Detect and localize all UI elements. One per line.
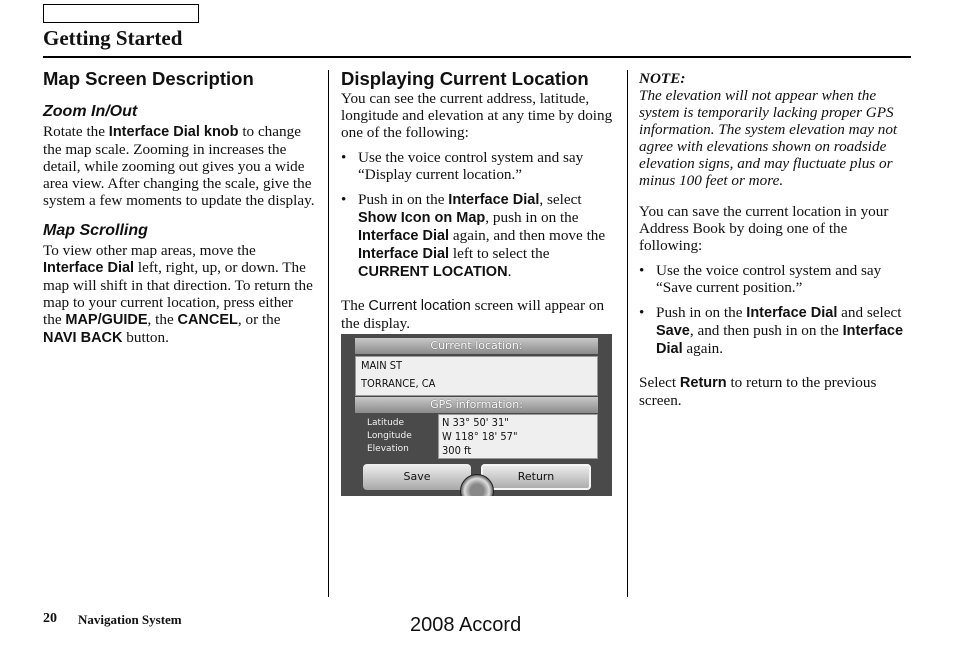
save-button[interactable]: Save [363,464,471,490]
column-2 [341,68,613,332]
column-1 [43,68,315,347]
current-location-heading: Displaying Current Location [341,68,589,89]
return-button[interactable]: Return [481,464,591,490]
page-number: 20 [43,611,57,626]
latitude-value: N 33° 50' 31" [442,416,509,429]
screen-appear-paragraph: The Current location screen will appear on the display. [341,297,605,332]
elevation-value: 300 ft [442,444,472,457]
zoom-heading: Zoom In/Out [43,103,138,120]
note-text: The elevation will not appear when the system is temporarily lacking proper GPS information. The system elevation may not agree with elevations shown on roadside elevation signs, and may fluctuate plus or minus 100 feet or more. [639,87,898,189]
footer-model: 2008 Accord [410,614,522,636]
map-screen-heading: Map Screen Description [43,68,254,89]
longitude-label: Longitude [367,431,412,441]
save-steps [639,262,914,358]
screen-title-bar: Current location: [355,338,598,354]
header-rule [43,56,911,58]
current-location-screenshot [341,334,612,496]
list-item: • Push in on the Interface Dial and select Save, and then push in on the Interface Dial again. [639,304,914,358]
elevation-label: Elevation [367,444,409,454]
current-location-intro: You can see the current address, latitude, longitude and elevation at any time by doing one of the following: [341,90,613,141]
select-return-paragraph: Select Return to return to the previous screen. [639,374,877,409]
column-divider-2 [627,70,628,597]
longitude-value: W 118° 18' 57" [442,430,518,443]
current-location-steps [341,149,613,281]
section-title: Getting Started [43,26,183,50]
latitude-label: Latitude [367,418,405,428]
column-3 [639,70,914,409]
city-text: TORRANCE, CA [361,377,436,390]
note-heading: NOTE: [639,70,686,87]
list-item: • Push in on the Interface Dial, select Show Icon on Map, push in on the Interface Dial again, and then move the Interface Dial left to select the CURRENT LOCATION. [341,191,613,281]
footer-title: Navigation System [78,612,182,627]
save-intro: You can save the current location in your Address Book by doing one of the following: [639,203,889,254]
gps-title-bar: GPS information: [355,397,598,413]
street-text: MAIN ST [361,359,403,372]
scroll-heading: Map Scrolling [43,222,148,239]
scroll-paragraph: To view other map areas, move the Interface Dial left, right, up, or down. The map will shift in that direction. To return the map to your current location, press either the MAP/GUIDE, the CANCEL, or the NAVI BACK button. [43,242,313,346]
column-divider-1 [328,70,329,597]
list-item: • Use the voice control system and say “Save current position.” [639,262,914,296]
header-tab-box [43,4,199,23]
list-item: • Use the voice control system and say “Display current location.” [341,149,613,183]
zoom-paragraph: Rotate the Interface Dial knob to change the map scale. Zooming in increases the detail, while zooming out gives you a wide area view. After changing the scale, give the system a few moments to update the display. [43,123,315,209]
